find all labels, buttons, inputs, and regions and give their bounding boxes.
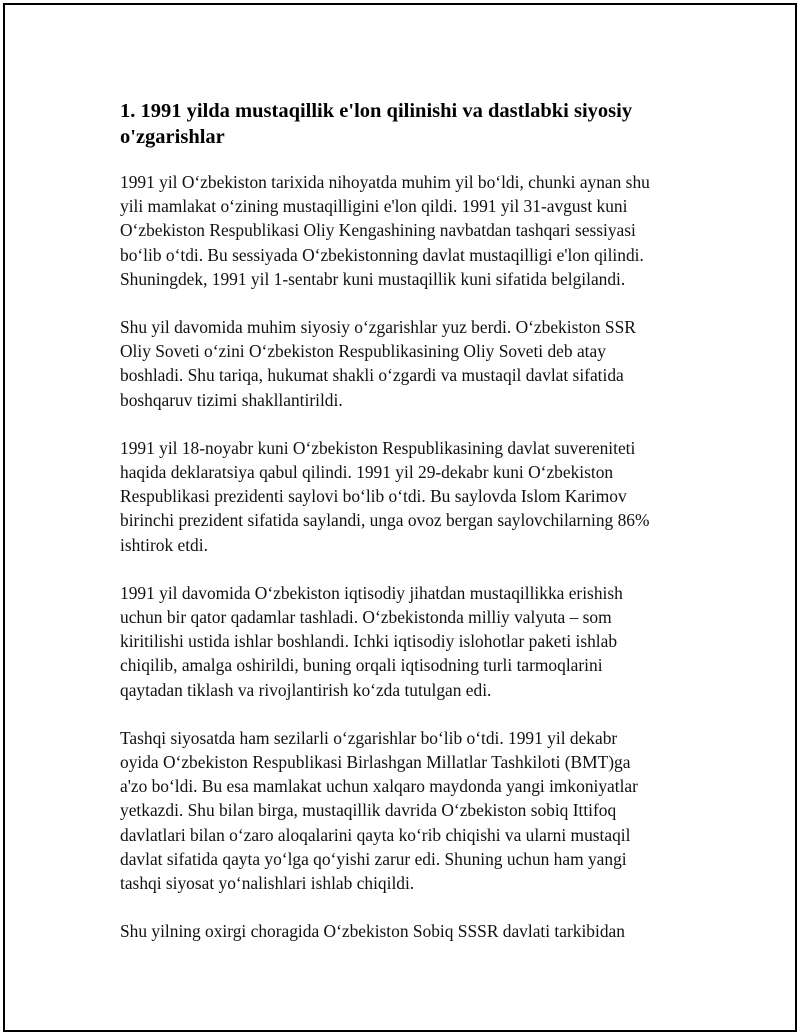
text-line: a'zo bo‘ldi. Bu esa mamlakat uchun xalqaro maydonda yangi imkoniyatlar <box>120 776 638 797</box>
text-line: oyida O‘zbekiston Respublikasi Birlashgan Millatlar Tashkiloti (BMT)ga <box>120 752 631 773</box>
text-line: yili mamlakat o‘zining mustaqilligini e'lon qildi. 1991 yil 31-avgust kuni <box>120 196 628 217</box>
text-line: uchun bir qator qadamlar tashladi. O‘zbekistonda milliy valyuta – som <box>120 607 612 628</box>
text-line: boshqaruv tizimi shakllantirildi. <box>120 389 343 410</box>
paragraph <box>120 581 700 702</box>
text-line: boshladi. Shu tariqa, hukumat shakli o‘zgardi va mustaqil davlat sifatida <box>120 365 624 386</box>
text-line: Shu yilning oxirgi choragida O‘zbekiston Sobiq SSSR davlati tarkibidan <box>120 921 625 942</box>
paragraph <box>120 436 700 557</box>
text-line: Shuningdek, 1991 yil 1-sentabr kuni mustaqillik kuni sifatida belgilandi. <box>120 268 626 289</box>
section-heading <box>120 98 700 150</box>
text-line: haqida deklaratsiya qabul qilindi. 1991 yil 29-dekabr kuni O‘zbekiston <box>120 462 614 483</box>
text-line: tashqi siyosat yo‘nalishlari ishlab chiqildi. <box>120 873 415 894</box>
heading-line: o'zgarishlar <box>120 126 225 148</box>
text-line: bo‘lib o‘tdi. Bu sessiyada O‘zbekistonning davlat mustaqilligi e'lon qilindi. <box>120 244 644 265</box>
text-line: birinchi prezident sifatida saylandi, unga ovoz bergan saylovchilarning 86% <box>120 510 650 531</box>
text-line: yetkazdi. Shu bilan birga, mustaqillik davrida O‘zbekiston sobiq Ittifoq <box>120 800 617 821</box>
text-line: O‘zbekiston Respublikasi Oliy Kengashining navbatdan tashqari sessiyasi <box>120 220 636 241</box>
text-line: davlatlari bilan o‘zaro aloqalarini qayta ko‘rib chiqishi va ularni mustaqil <box>120 824 631 845</box>
text-line: Oliy Soveti o‘zini O‘zbekiston Respublikasining Oliy Soveti deb atay <box>120 341 606 362</box>
text-line: kiritilishi ustida ishlar boshlandi. Ichki iqtisodiy islohotlar paketi ishlab <box>120 631 618 652</box>
paragraph <box>120 315 700 412</box>
text-line: Respublikasi prezidenti saylovi bo‘lib o‘tdi. Bu saylovda Islom Karimov <box>120 486 627 507</box>
paragraph <box>120 170 700 291</box>
text-line: davlat sifatida qayta yo‘lga qo‘yishi zarur edi. Shuning uchun ham yangi <box>120 848 627 869</box>
heading-line: 1. 1991 yilda mustaqillik e'lon qilinishi va dastlabki siyosiy <box>120 100 633 122</box>
text-line: 1991 yil 18-noyabr kuni O‘zbekiston Respublikasining davlat suvereniteti <box>120 437 636 458</box>
paragraph <box>120 919 700 943</box>
document-body <box>120 98 700 967</box>
page-frame <box>3 3 797 1032</box>
text-line: chiqilib, amalga oshirildi, buning orqali iqtisodning turli tarmoqlarini <box>120 655 603 676</box>
text-line: 1991 yil davomida O‘zbekiston iqtisodiy jihatdan mustaqillikka erishish <box>120 582 623 603</box>
paragraph <box>120 726 700 895</box>
text-line: 1991 yil O‘zbekiston tarixida nihoyatda muhim yil bo‘ldi, chunki aynan shu <box>120 172 650 192</box>
text-line: ishtirok etdi. <box>120 534 208 555</box>
text-line: qaytadan tiklash va rivojlantirish ko‘zda tutulgan edi. <box>120 679 492 700</box>
text-line: Tashqi siyosatda ham sezilarli o‘zgarishlar bo‘lib o‘tdi. 1991 yil dekabr <box>120 727 618 748</box>
text-line: Shu yil davomida muhim siyosiy o‘zgarishlar yuz berdi. O‘zbekiston SSR <box>120 317 636 338</box>
